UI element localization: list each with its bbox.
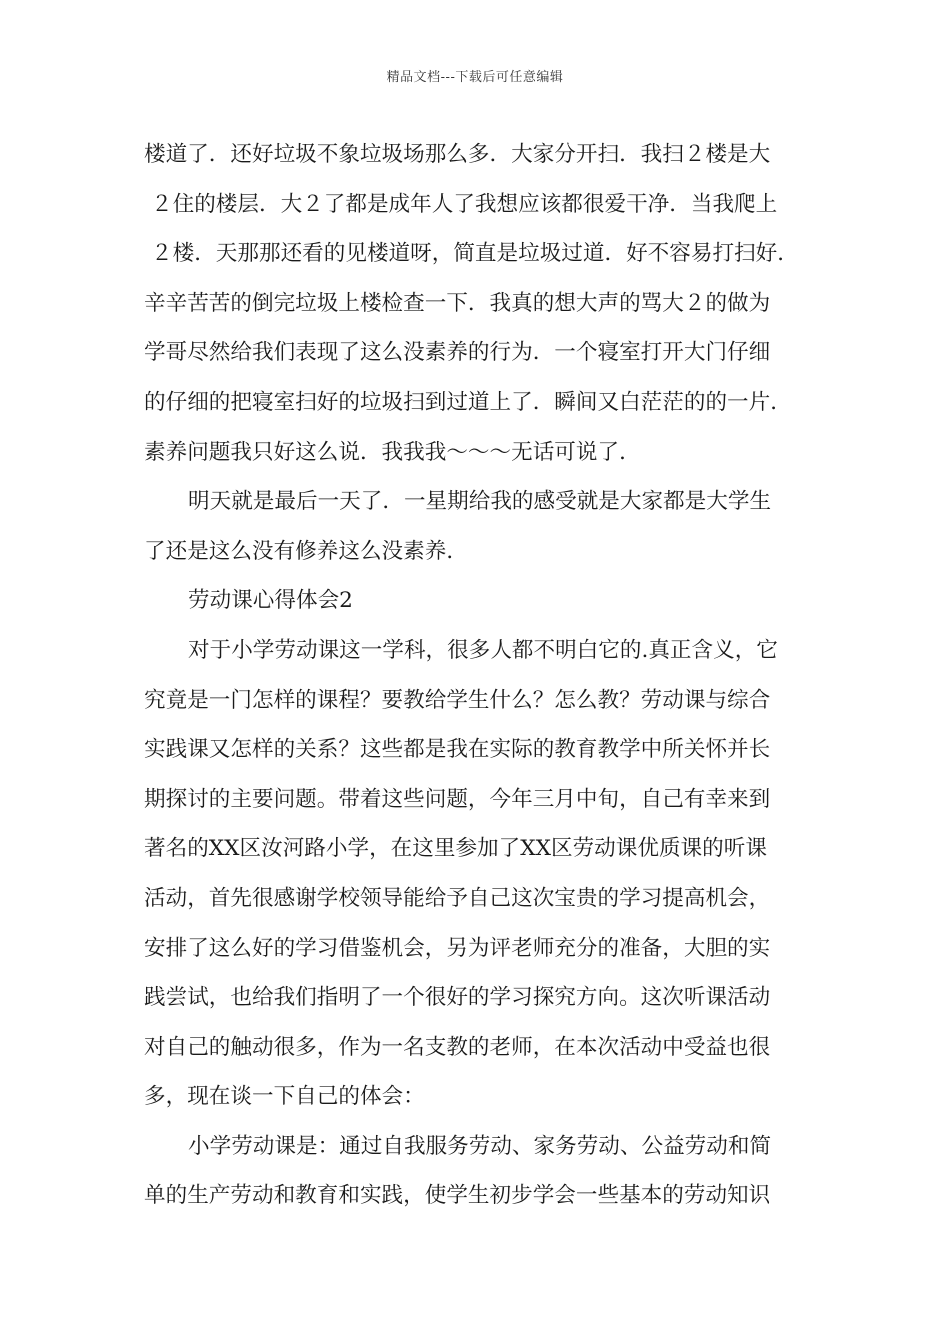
- text-line: 活动，首先很感谢学校领导能给予自己这次宝贵的学习提高机会，: [144, 885, 771, 911]
- text-line: 对于小学劳动课这一学科，很多人都不明白它的.真正含义，它: [188, 637, 778, 663]
- text-line: 多，现在谈一下自己的体会：: [144, 1084, 425, 1110]
- text-line: 辛辛苦苦的倒完垃圾上楼检查一下．我真的想大声的骂大２的做为: [144, 290, 771, 316]
- section-heading: 劳动课心得体会2: [188, 588, 353, 614]
- text-line: 期探讨的主要问题。带着这些问题，今年三月中旬，自己有幸来到: [144, 786, 771, 812]
- text-line: 素养问题我只好这么说．我我我～～～无话可说了．: [144, 439, 641, 465]
- text-line: 实践课又怎样的关系？这些都是我在实际的教育教学中所关怀并长: [144, 737, 771, 763]
- text-line: ２楼．天那那还看的见楼道呀，简直是垃圾过道．好不容易打扫好．: [151, 241, 799, 267]
- text-line: 究竟是一门怎样的课程？要教给学生什么？怎么教？劳动课与综合: [144, 687, 771, 713]
- text-line: 楼道了．还好垃圾不象垃圾场那么多．大家分开扫．我扫２楼是大: [144, 142, 771, 167]
- text-line: 单的生产劳动和教育和实践，使学生初步学会一些基本的劳动知识: [144, 1183, 771, 1209]
- text-line: ２住的楼层．大２了都是成年人了我想应该都很爱干净．当我爬上: [151, 191, 778, 217]
- text-line: 学哥尽然给我们表现了这么没素养的行为．一个寝室打开大门仔细: [144, 340, 771, 366]
- text-line: 小学劳动课是：通过自我服务劳动、家务劳动、公益劳动和简: [188, 1133, 772, 1159]
- page-header: 精品文档---下载后可任意编辑: [386, 70, 564, 85]
- text-line: 安排了这么好的学习借鉴机会，另为评老师充分的准备，大胆的实: [144, 935, 771, 961]
- text-line: 的仔细的把寝室扫好的垃圾扫到过道上了．瞬间又白茫茫的的一片．: [144, 389, 792, 415]
- document-body: [144, 130, 816, 1221]
- text-line: 明天就是最后一天了．一星期给我的感受就是大家都是大学生: [188, 489, 772, 515]
- text-line: 了还是这么没有修养这么没素养．: [144, 538, 468, 564]
- text-line: 著名的XX区汝河路小学，在这里参加了XX区劳动课优质课的听课: [144, 836, 767, 862]
- text-line: 践尝试，也给我们指明了一个很好的学习探究方向。这次听课活动: [144, 985, 771, 1011]
- text-line: 对自己的触动很多，作为一名支教的老师，在本次活动中受益也很: [144, 1034, 771, 1060]
